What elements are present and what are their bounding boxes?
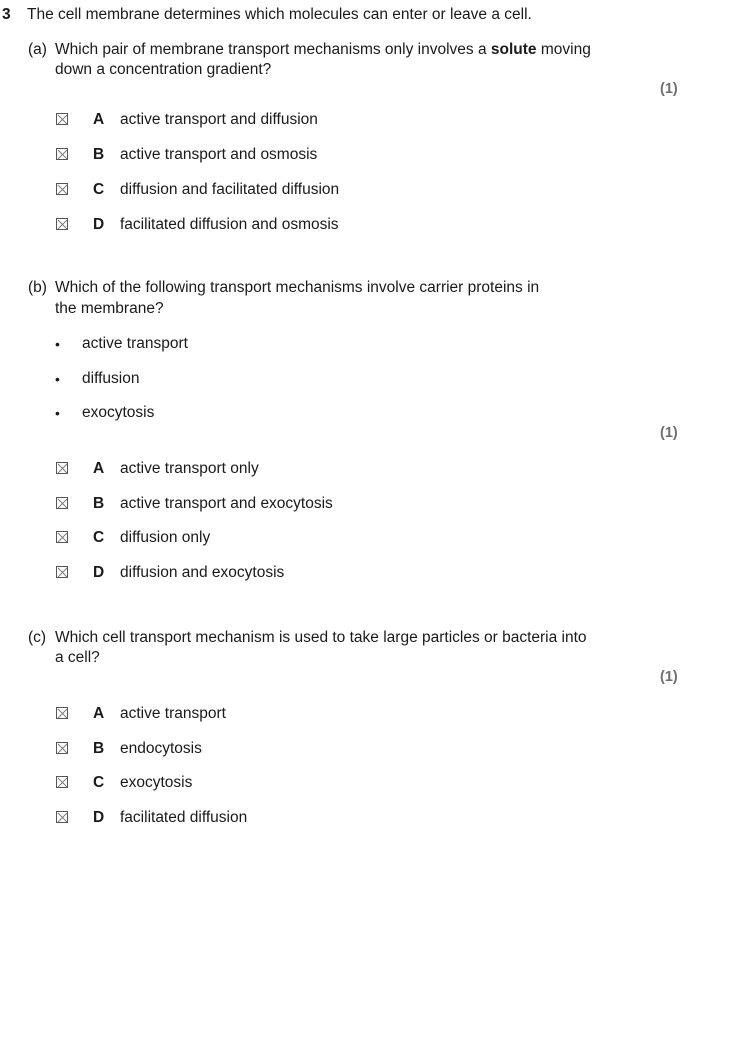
part-a-stem-bold: solute xyxy=(490,41,537,58)
checkbox-c-b[interactable] xyxy=(56,742,68,754)
bullet-item: active transport xyxy=(82,335,188,352)
checkbox-b-b[interactable] xyxy=(56,497,68,509)
option-letter: D xyxy=(93,564,105,581)
option-text: facilitated diffusion xyxy=(120,809,248,826)
checkbox-a-c[interactable] xyxy=(56,183,68,195)
option-letter: B xyxy=(93,146,105,163)
option-letter: D xyxy=(93,216,105,233)
option-text: active transport only xyxy=(120,460,259,477)
part-a-stem-after: moving xyxy=(540,41,591,58)
cross-icon xyxy=(57,184,69,196)
option-letter: A xyxy=(93,111,105,128)
option-text: active transport and exocytosis xyxy=(120,495,333,512)
part-c-stem-line1: Which cell transport mechanism is used to take large particles or bacteria into xyxy=(55,629,587,646)
part-c-label: (c) xyxy=(28,629,47,646)
bullet-item: diffusion xyxy=(82,370,140,387)
option-letter: C xyxy=(93,181,105,198)
part-b-label: (b) xyxy=(28,279,47,296)
option-text: active transport and osmosis xyxy=(120,146,318,163)
part-b-stem-line1: Which of the following transport mechanisms involve carrier proteins in xyxy=(55,279,540,296)
cross-icon xyxy=(57,149,69,161)
option-letter: A xyxy=(93,705,105,722)
cross-icon xyxy=(57,498,69,510)
part-c-marks: (1) xyxy=(660,669,678,685)
part-a-label: (a) xyxy=(28,41,47,58)
checkbox-a-a[interactable] xyxy=(56,113,68,125)
part-b-marks: (1) xyxy=(660,425,678,441)
option-letter: C xyxy=(93,529,105,546)
question-number: 3 xyxy=(2,6,11,23)
option-letter: A xyxy=(93,460,105,477)
option-text: active transport and diffusion xyxy=(120,111,318,128)
option-letter: B xyxy=(93,495,105,512)
option-text: diffusion and facilitated diffusion xyxy=(120,181,340,198)
part-a-marks: (1) xyxy=(660,81,678,97)
question-intro: The cell membrane determines which molecules can enter or leave a cell. xyxy=(27,6,532,23)
checkbox-b-c[interactable] xyxy=(56,531,68,543)
bullet-item: exocytosis xyxy=(82,404,155,421)
cross-icon xyxy=(57,743,69,755)
checkbox-c-c[interactable] xyxy=(56,776,68,788)
option-letter: B xyxy=(93,740,105,757)
option-letter: C xyxy=(93,774,105,791)
checkbox-b-d[interactable] xyxy=(56,566,68,578)
cross-icon xyxy=(57,708,69,720)
checkbox-b-a[interactable] xyxy=(56,462,68,474)
cross-icon xyxy=(57,567,69,579)
bullet-dot: • xyxy=(55,405,60,421)
checkbox-a-d[interactable] xyxy=(56,218,68,230)
part-a-stem-before: Which pair of membrane transport mechanisms only involves a xyxy=(55,41,487,58)
option-letter: D xyxy=(93,809,105,826)
option-text: diffusion only xyxy=(120,529,211,546)
option-text: endocytosis xyxy=(120,740,202,757)
cross-icon xyxy=(57,219,69,231)
checkbox-c-a[interactable] xyxy=(56,707,68,719)
checkbox-c-d[interactable] xyxy=(56,811,68,823)
cross-icon xyxy=(57,777,69,789)
option-text: active transport xyxy=(120,705,226,722)
checkbox-a-b[interactable] xyxy=(56,148,68,160)
part-c-stem-line2: a cell? xyxy=(55,649,100,666)
option-text: facilitated diffusion and osmosis xyxy=(120,216,339,233)
part-b-stem-line2: the membrane? xyxy=(55,300,164,317)
part-a-stem-line2: down a concentration gradient? xyxy=(55,61,272,78)
bullet-dot: • xyxy=(55,336,60,352)
cross-icon xyxy=(57,532,69,544)
bullet-dot: • xyxy=(55,371,60,387)
option-text: exocytosis xyxy=(120,774,193,791)
cross-icon xyxy=(57,812,69,824)
part-a-stem-line1 xyxy=(55,41,591,59)
cross-icon xyxy=(57,463,69,475)
option-text: diffusion and exocytosis xyxy=(120,564,285,581)
cross-icon xyxy=(57,114,69,126)
